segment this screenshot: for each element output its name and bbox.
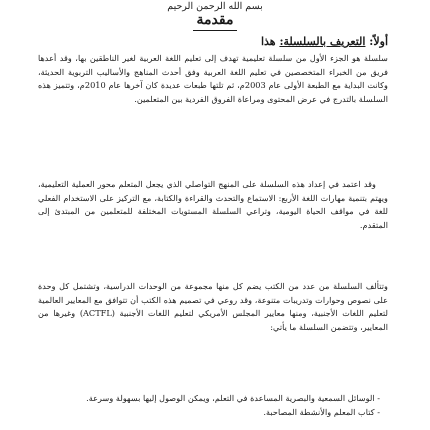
paragraph-2	[38, 178, 388, 232]
section-heading-label: التعريف بالسلسلة:	[279, 35, 366, 48]
bullet-list	[40, 392, 380, 419]
page-title: مقدمة	[196, 12, 234, 28]
paragraph-1: سلسلة هو الجزء الأول من سلسلة تعليمية تهدف إلى تعليم اللغة العربية لغير الناطقين بها، وقد أعدها فريق من الخبراء المتخصصين في تعليم اللغة العربية وفق أحدث المناهج والأساليب التربوية الحديثة، وكانت البداية مع الطبعة الأولى عام 2003م، ثم تلتها طبعات عديدة كان آخرها عام 2010م، وتتميز هذه السلسلة بالتدرج في عرض المحتوى ومراعاة الفروق الفردية بين المتعلمين.	[38, 53, 389, 104]
basmala: بسم الله الرحمن الرحيم	[167, 1, 263, 12]
list-item: - الوسائل السمعية والبصرية المساعدة في التعلم، ويمكن الوصول إليها بسهولة وسرعة.	[86, 393, 380, 403]
paragraph-3: وتتألف السلسلة من عدد من الكتب يضم كل منها مجموعة من الوحدات الدراسية، وتشتمل كل وحدة على نصوص وحوارات وتدريبات متنوعة، وقد روعي في تصميم هذه الكتب أن تتوافق مع المعايير العالمية لتعليم اللغات الأجنبية، ومنها معايير المجلس الأمريكي لتعليم اللغات الأجنبية (ACTFL) وغيرها من المعايير، وتتضمن السلسلة ما يأتي:	[38, 281, 388, 332]
section-heading-text: هذا	[260, 35, 276, 48]
title-underline	[193, 30, 237, 31]
list-item: - كتاب المعلم والأنشطة المصاحبة.	[263, 406, 380, 417]
paragraph-2-text: وقد اعتمد في إعداد هذه السلسلة على المنهج التواصلي الذي يجعل المتعلم محور العملية التعليمية، ويهتم بتنمية مهارات اللغة الأربع: الاستماع والتحدث والقراءة والكتابة، مع التركيز على الاستخدام الفعلي للغة في مواقف الحياة اليومية، وتراعي السلسلة المستويات المختلفة للمتعلمين من المبتدئ إلى المتقدم.	[38, 179, 388, 230]
section-number: أولاً:	[369, 35, 388, 48]
section-heading	[261, 35, 388, 48]
